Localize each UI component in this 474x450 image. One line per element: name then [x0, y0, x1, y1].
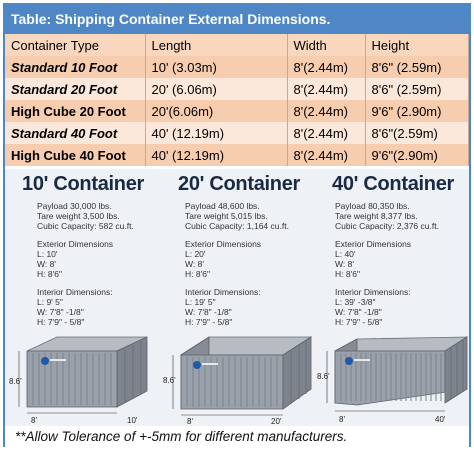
tolerance-note: **Allow Tolerance of +-5mm for different manufacturers.	[5, 426, 469, 447]
interior-height: H: 7'9" - 5/8"	[185, 317, 233, 327]
header-length: Length	[145, 34, 287, 56]
interior-heading: Interior Dimensions:	[37, 287, 113, 297]
dim-height-label: 8.6'	[317, 372, 330, 381]
cell-height: 9'6"(2.90m)	[365, 144, 469, 166]
interior-width: W: 7'8" -1/8"	[37, 307, 84, 317]
document-frame	[3, 3, 471, 447]
exterior-heading: Exterior Dimensions	[335, 239, 412, 249]
container-title: 40' Container	[332, 173, 454, 195]
cell-length: 20'(6.06m)	[145, 100, 287, 122]
header-height: Height	[365, 34, 469, 56]
container-specs	[335, 201, 439, 327]
container-40ft-icon	[317, 329, 469, 426]
container-column-10ft	[7, 169, 159, 426]
exterior-width: W: 8'	[335, 259, 354, 269]
exterior-length: L: 20'	[185, 249, 206, 259]
capacity-text: Cubic Capacity: 2,376 cu.ft.	[335, 221, 439, 231]
exterior-length: L: 10'	[37, 249, 58, 259]
exterior-heading: Exterior Dimensions	[37, 239, 114, 249]
dimensions-table	[5, 34, 469, 166]
tare-text: Tare weight 8,377 lbs.	[335, 211, 418, 221]
payload-text: Payload 80,350 lbs.	[335, 201, 410, 211]
container-column-20ft	[163, 169, 315, 426]
cell-height: 9'6" (2.90m)	[365, 100, 469, 122]
table-row	[5, 56, 469, 78]
payload-text: Payload 48,600 lbs.	[185, 201, 260, 211]
exterior-width: W: 8'	[185, 259, 204, 269]
dim-length-label: 20'	[271, 417, 282, 426]
container-diagram-panel	[5, 169, 469, 426]
dim-width-label: 8'	[187, 417, 193, 426]
cell-width: 8'(2.44m)	[287, 100, 365, 122]
dim-length-label: 10'	[127, 416, 138, 425]
header-width: Width	[287, 34, 365, 56]
exterior-length: L: 40'	[335, 249, 356, 259]
header-container-type: Container Type	[5, 34, 145, 56]
dim-height-label: 8.6'	[163, 376, 176, 385]
table-title: Table: Shipping Container External Dimensions.	[5, 5, 469, 34]
cell-type: Standard 20 Foot	[5, 78, 145, 100]
table-row	[5, 100, 469, 122]
table-header-row	[5, 34, 469, 56]
interior-length: L: 39' -3/8"	[335, 297, 376, 307]
dim-width-label: 8'	[339, 415, 345, 424]
payload-text: Payload 30,000 lbs.	[37, 201, 112, 211]
container-10ft-icon	[7, 329, 159, 426]
exterior-width: W: 8'	[37, 259, 56, 269]
interior-heading: Interior Dimensions:	[335, 287, 411, 297]
cell-length: 40' (12.19m)	[145, 122, 287, 144]
interior-heading: Interior Dimensions:	[185, 287, 261, 297]
interior-length: L: 9' 5"	[37, 297, 63, 307]
container-specs	[185, 201, 289, 327]
table-row	[5, 122, 469, 144]
cell-type: Standard 10 Foot	[5, 56, 145, 78]
cell-type: High Cube 40 Foot	[5, 144, 145, 166]
container-title: 20' Container	[178, 173, 300, 195]
container-column-40ft	[317, 169, 469, 426]
interior-height: H: 7'9" - 5/8"	[335, 317, 383, 327]
cell-height: 8'6" (2.59m)	[365, 56, 469, 78]
table-row	[5, 144, 469, 166]
exterior-height: H: 8'6"	[37, 269, 62, 279]
interior-width: W: 7'8" -1/8"	[335, 307, 382, 317]
exterior-heading: Exterior Dimensions	[185, 239, 262, 249]
cell-width: 8'(2.44m)	[287, 122, 365, 144]
cell-type: High Cube 20 Foot	[5, 100, 145, 122]
exterior-height: H: 8'6"	[335, 269, 360, 279]
cell-length: 40' (12.19m)	[145, 144, 287, 166]
capacity-text: Cubic Capacity: 1,164 cu.ft.	[185, 221, 289, 231]
tare-text: Tare weight 5,015 lbs.	[185, 211, 268, 221]
cell-height: 8'6"(2.59m)	[365, 122, 469, 144]
cell-type: Standard 40 Foot	[5, 122, 145, 144]
container-20ft-icon	[163, 329, 315, 426]
capacity-text: Cubic Capacity: 582 cu.ft.	[37, 221, 134, 231]
cell-width: 8'(2.44m)	[287, 78, 365, 100]
container-title: 10' Container	[22, 173, 144, 195]
dim-width-label: 8'	[31, 416, 37, 425]
cell-width: 8'(2.44m)	[287, 144, 365, 166]
container-specs	[37, 201, 134, 327]
cell-height: 8'6" (2.59m)	[365, 78, 469, 100]
dim-height-label: 8.6'	[9, 377, 22, 386]
exterior-height: H: 8'6"	[185, 269, 210, 279]
dim-length-label: 40'	[435, 415, 446, 424]
interior-height: H: 7'9" - 5/8"	[37, 317, 85, 327]
interior-width: W: 7'8" -1/8"	[185, 307, 232, 317]
cell-length: 20' (6.06m)	[145, 78, 287, 100]
cell-width: 8'(2.44m)	[287, 56, 365, 78]
interior-length: L: 19' 5"	[185, 297, 216, 307]
cell-length: 10' (3.03m)	[145, 56, 287, 78]
table-row	[5, 78, 469, 100]
tare-text: Tare weight 3,500 lbs.	[37, 211, 120, 221]
